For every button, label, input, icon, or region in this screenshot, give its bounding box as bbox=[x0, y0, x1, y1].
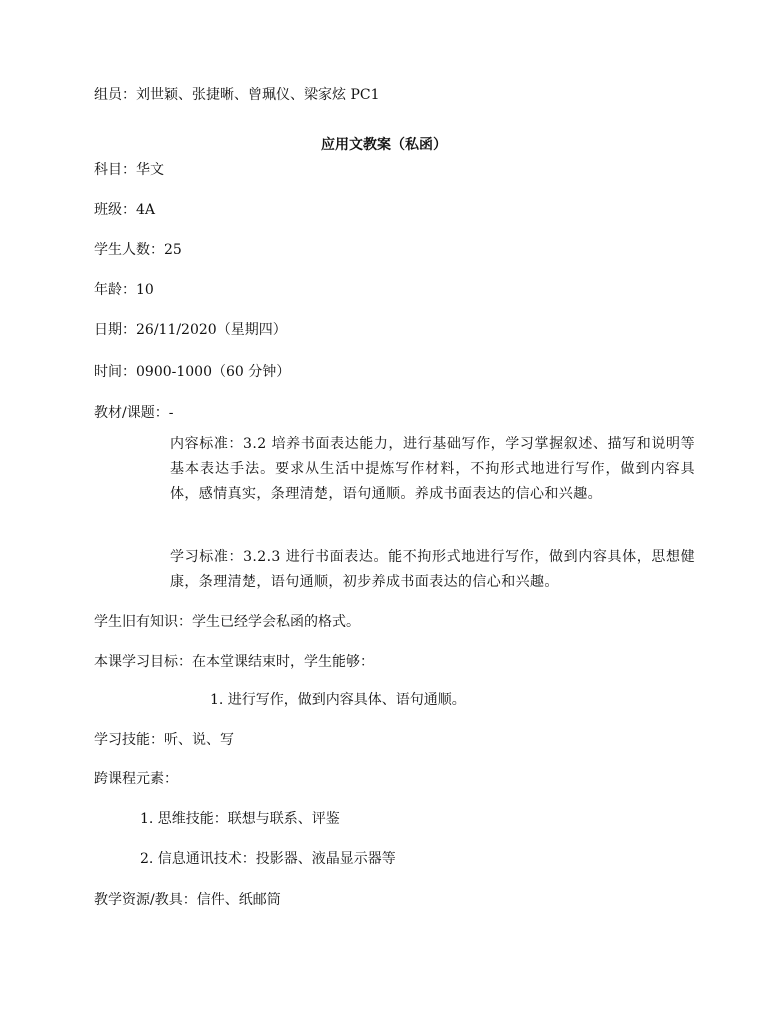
teaching-resources: 教学资源/教具：信件、纸邮筒 bbox=[94, 892, 281, 908]
cross-curricular-heading: 跨课程元素： bbox=[94, 771, 178, 787]
document-title: 应用文教案（私函） bbox=[321, 137, 447, 153]
subject: 科目：华文 bbox=[94, 162, 164, 178]
time: 时间：0900-1000（60 分钟） bbox=[94, 364, 291, 380]
cross-item: 2. 信息通讯技术：投影器、液晶显示器等 bbox=[140, 851, 396, 867]
age: 年龄：10 bbox=[94, 282, 154, 298]
prior-knowledge: 学生旧有知识：学生已经学会私函的格式。 bbox=[94, 614, 360, 630]
objective-heading: 本课学习目标：在本堂课结束时，学生能够： bbox=[94, 654, 374, 670]
group-members: 组员：刘世颖、张捷晰、曾珮仪、梁家炫 PC1 bbox=[94, 87, 380, 103]
objective-item: 1. 进行写作，做到内容具体、语句通顺。 bbox=[210, 692, 466, 708]
class: 班级：4A bbox=[94, 202, 156, 218]
learning-standard: 学习标准：3.2.3 进行书面表达。能不拘形式地进行写作，做到内容具体，思想健康，条理清楚，语句通顺，初步养成书面表达的信心和兴趣。 bbox=[170, 549, 695, 590]
learning-skills: 学习技能：听、说、写 bbox=[94, 732, 234, 748]
cross-item: 1. 思维技能：联想与联系、评鉴 bbox=[140, 811, 340, 827]
topic: 教材/课题：- bbox=[94, 405, 174, 421]
student-count: 学生人数：25 bbox=[94, 242, 182, 258]
date: 日期：26/11/2020（星期四） bbox=[94, 322, 287, 338]
content-standard: 内容标准：3.2 培养书面表达能力，进行基础写作，学习掌握叙述、描写和说明等基本表达手法。要求从生活中提炼写作材料，不拘形式地进行写作，做到内容具体，感情真实，条理清楚，语句通顺。养成书面表达的信心和兴趣。 bbox=[170, 436, 695, 502]
